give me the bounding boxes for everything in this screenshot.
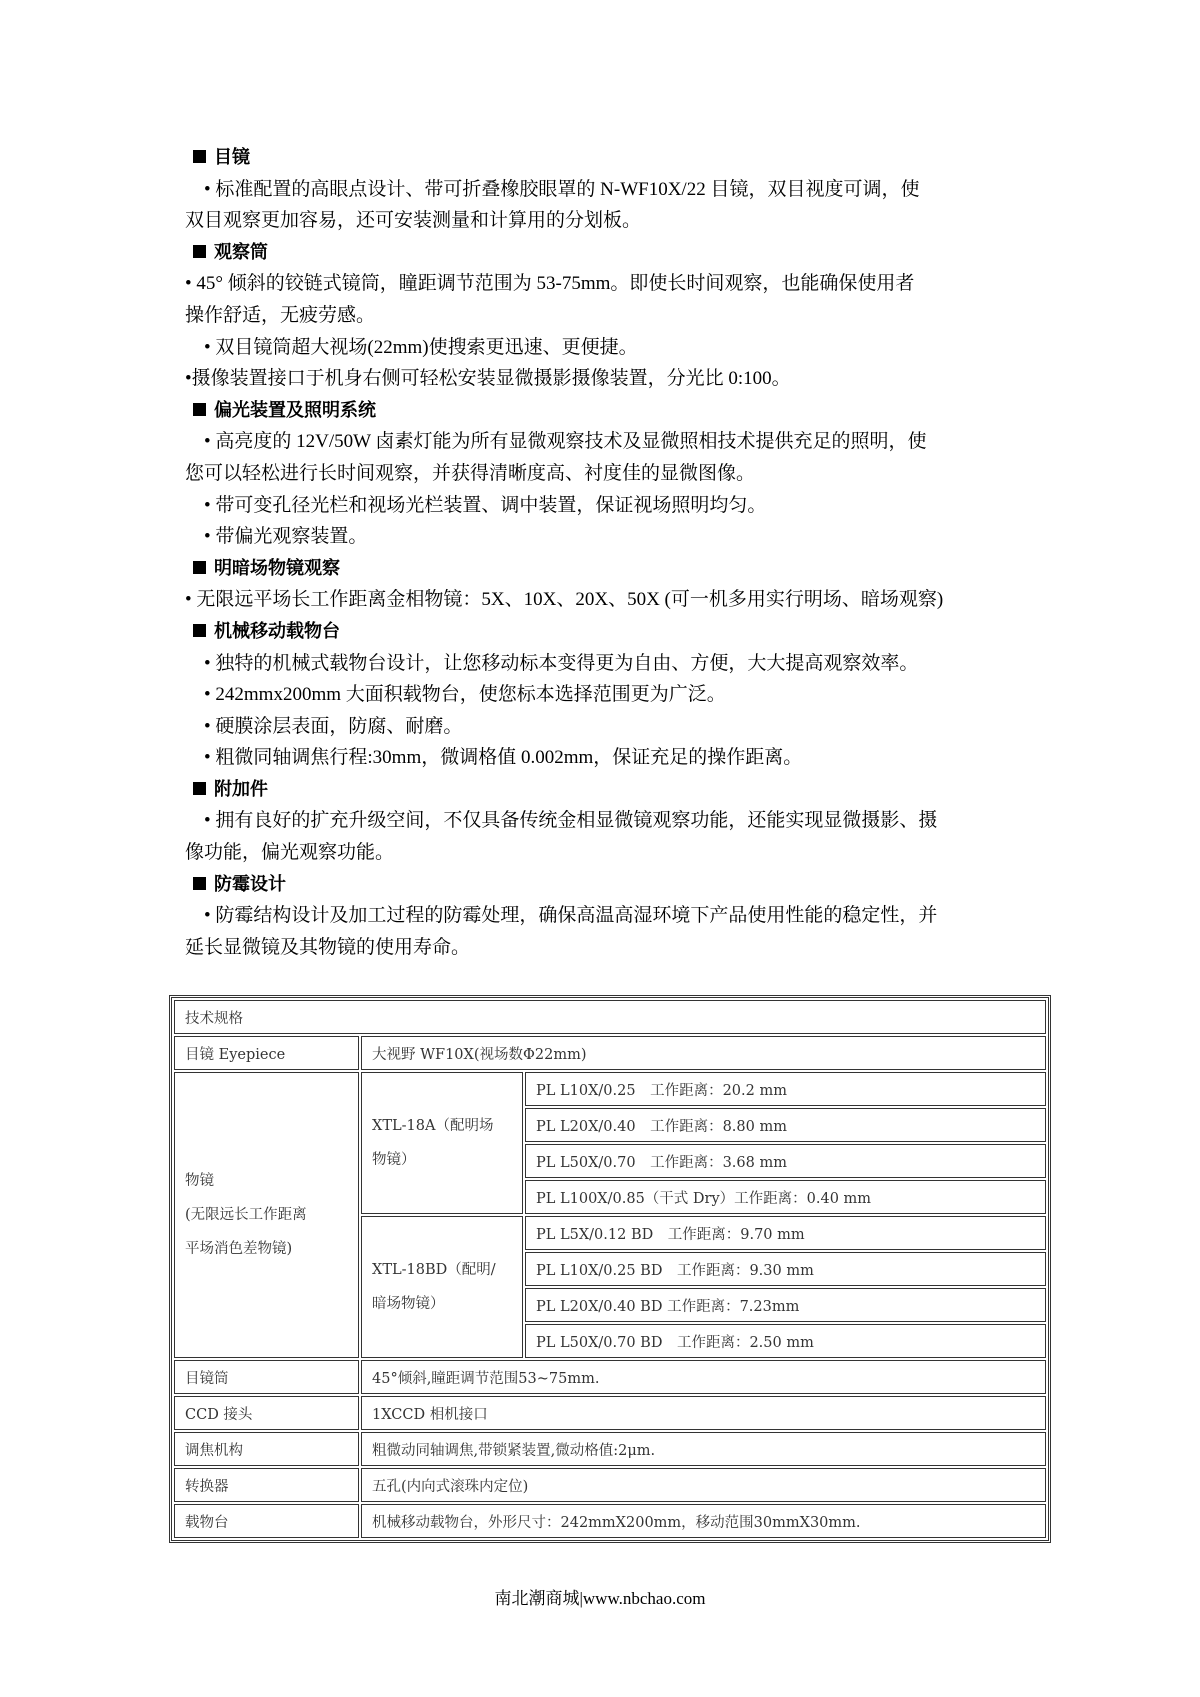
objective-item: PL L50X/0.70 BD 工作距离：2.50 mm [525,1324,1046,1358]
paragraph-line: 操作舒适，无疲劳感。 [185,304,376,326]
objective-item: PL L20X/0.40 BD 工作距离：7.23mm [525,1288,1046,1322]
objective-sub: (无限远长工作距离 [185,1207,307,1223]
objective-item: PL L10X/0.25 工作距离：20.2 mm [525,1072,1046,1106]
group-name [361,1072,523,1214]
eyepiece-label: 目镜 Eyepiece [174,1036,359,1070]
row-value: 45°倾斜,瞳距调节范围53~75mm. [361,1360,1046,1394]
footer-link[interactable]: 南北潮商城|www.nbchao.com [494,1589,706,1608]
square-bullet-icon [193,150,206,163]
section-heading [185,553,1025,585]
objective-item: PL L5X/0.12 BD 工作距离：9.70 mm [525,1216,1046,1250]
section-title: 附加件 [214,778,268,800]
objective-title: 物镜 [185,1173,214,1189]
group-name-line: 暗场物镜） [372,1296,445,1312]
square-bullet-icon [193,403,206,416]
row-value: 1XCCD 相机接口 [361,1396,1046,1430]
row-label: 转换器 [174,1468,359,1502]
square-bullet-icon [193,782,206,795]
objective-item: PL L100X/0.85（干式 Dry）工作距离：0.40 mm [525,1180,1046,1214]
section-heading [185,395,1025,427]
paragraph-line: • 高亮度的 12V/50W 卤素灯能为所有显微观察技术及显微照相技术提供充足的照明，使 [185,431,927,453]
paragraph-line: • 带偏光观察装置。 [185,526,368,548]
paragraph-line: 双目观察更加容易，还可安装测量和计算用的分划板。 [185,210,642,232]
section-heading [185,616,1025,648]
paragraph-line: • 硬膜涂层表面，防腐、耐磨。 [185,715,463,737]
group-name-line: 物镜） [372,1152,416,1168]
objective-label [174,1072,359,1358]
square-bullet-icon [193,561,206,574]
row-value: 机械移动载物台，外形尺寸：242mmX200mm，移动范围30mmX30mm. [361,1504,1046,1538]
paragraph-line: • 拥有良好的扩充升级空间，不仅具备传统金相显微镜观察功能，还能实现显微摄影、摄 [185,810,938,832]
section-title: 偏光装置及照明系统 [214,399,376,421]
row-label: 载物台 [174,1504,359,1538]
spec-table [169,995,1051,1543]
square-bullet-icon [193,245,206,258]
objective-sub: 平场消色差物镜) [185,1241,293,1257]
paragraph-line: •摄像装置接口于机身右侧可轻松安装显微摄影摄像装置，分光比 0:100。 [185,368,791,390]
paragraph-line: • 粗微同轴调焦行程:30mm，微调格值 0.002mm，保证充足的操作距离。 [185,747,803,769]
group-name-line: XTL-18BD（配明/ [372,1262,496,1278]
section-title: 明暗场物镜观察 [214,557,340,579]
table-title: 技术规格 [174,1000,1046,1034]
row-value: 粗微动同轴调焦,带锁紧装置,微动格值:2μm. [361,1432,1046,1466]
row-label: 调焦机构 [174,1432,359,1466]
eyepiece-value: 大视野 WF10X(视场数Φ22mm) [361,1036,1046,1070]
square-bullet-icon [193,624,206,637]
section-heading [185,142,1025,174]
objective-item: PL L50X/0.70 工作距离：3.68 mm [525,1144,1046,1178]
paragraph-line: • 独特的机械式载物台设计，让您移动标本变得更为自由、方便，大大提高观察效率。 [185,652,919,674]
row-value: 五孔(内向式滚珠内定位) [361,1468,1046,1502]
paragraph-line: • 45° 倾斜的铰链式镜筒，瞳距调节范围为 53-75mm。即使长时间观察，也能确保使用者 [185,273,915,295]
paragraph-line: • 标准配置的高眼点设计、带可折叠橡胶眼罩的 N-WF10X/22 目镜，双目视度可调，使 [185,178,920,200]
objective-item: PL L20X/0.40 工作距离：8.80 mm [525,1108,1046,1142]
feature-text [185,142,1025,963]
paragraph-line: 您可以轻松进行长时间观察，并获得清晰度高、衬度佳的显微图像。 [185,462,756,484]
section-title: 目镜 [214,147,250,168]
square-bullet-icon [193,877,206,890]
row-label: 目镜筒 [174,1360,359,1394]
paragraph-line: • 无限远平场长工作距离金相物镜：5X、10X、20X、50X (可一机多用实行明场、暗场观察) [185,589,944,611]
paragraph-line: 像功能，偏光观察功能。 [185,842,395,864]
section-heading [185,869,1025,901]
objective-item: PL L10X/0.25 BD 工作距离：9.30 mm [525,1252,1046,1286]
section-title: 观察筒 [214,241,268,263]
section-title: 机械移动载物台 [214,620,340,642]
paragraph-line: • 242mmx200mm 大面积载物台，使您标本选择范围更为广泛。 [185,684,726,706]
paragraph-line: • 防霉结构设计及加工过程的防霉处理，确保高温高湿环境下产品使用性能的稳定性，并 [185,905,938,927]
section-title: 防霉设计 [214,873,286,895]
group-name-line: XTL-18A（配明场 [372,1118,494,1134]
paragraph-line: • 双目镜筒超大视场(22mm)使搜索更迅速、更便捷。 [185,336,638,358]
paragraph-line: 延长显微镜及其物镜的使用寿命。 [185,936,471,958]
paragraph-line: • 带可变孔径光栏和视场光栏装置、调中装置，保证视场照明均匀。 [185,494,767,516]
section-heading [185,774,1025,806]
row-label: CCD 接头 [174,1396,359,1430]
group-name [361,1216,523,1358]
section-heading [185,237,1025,269]
